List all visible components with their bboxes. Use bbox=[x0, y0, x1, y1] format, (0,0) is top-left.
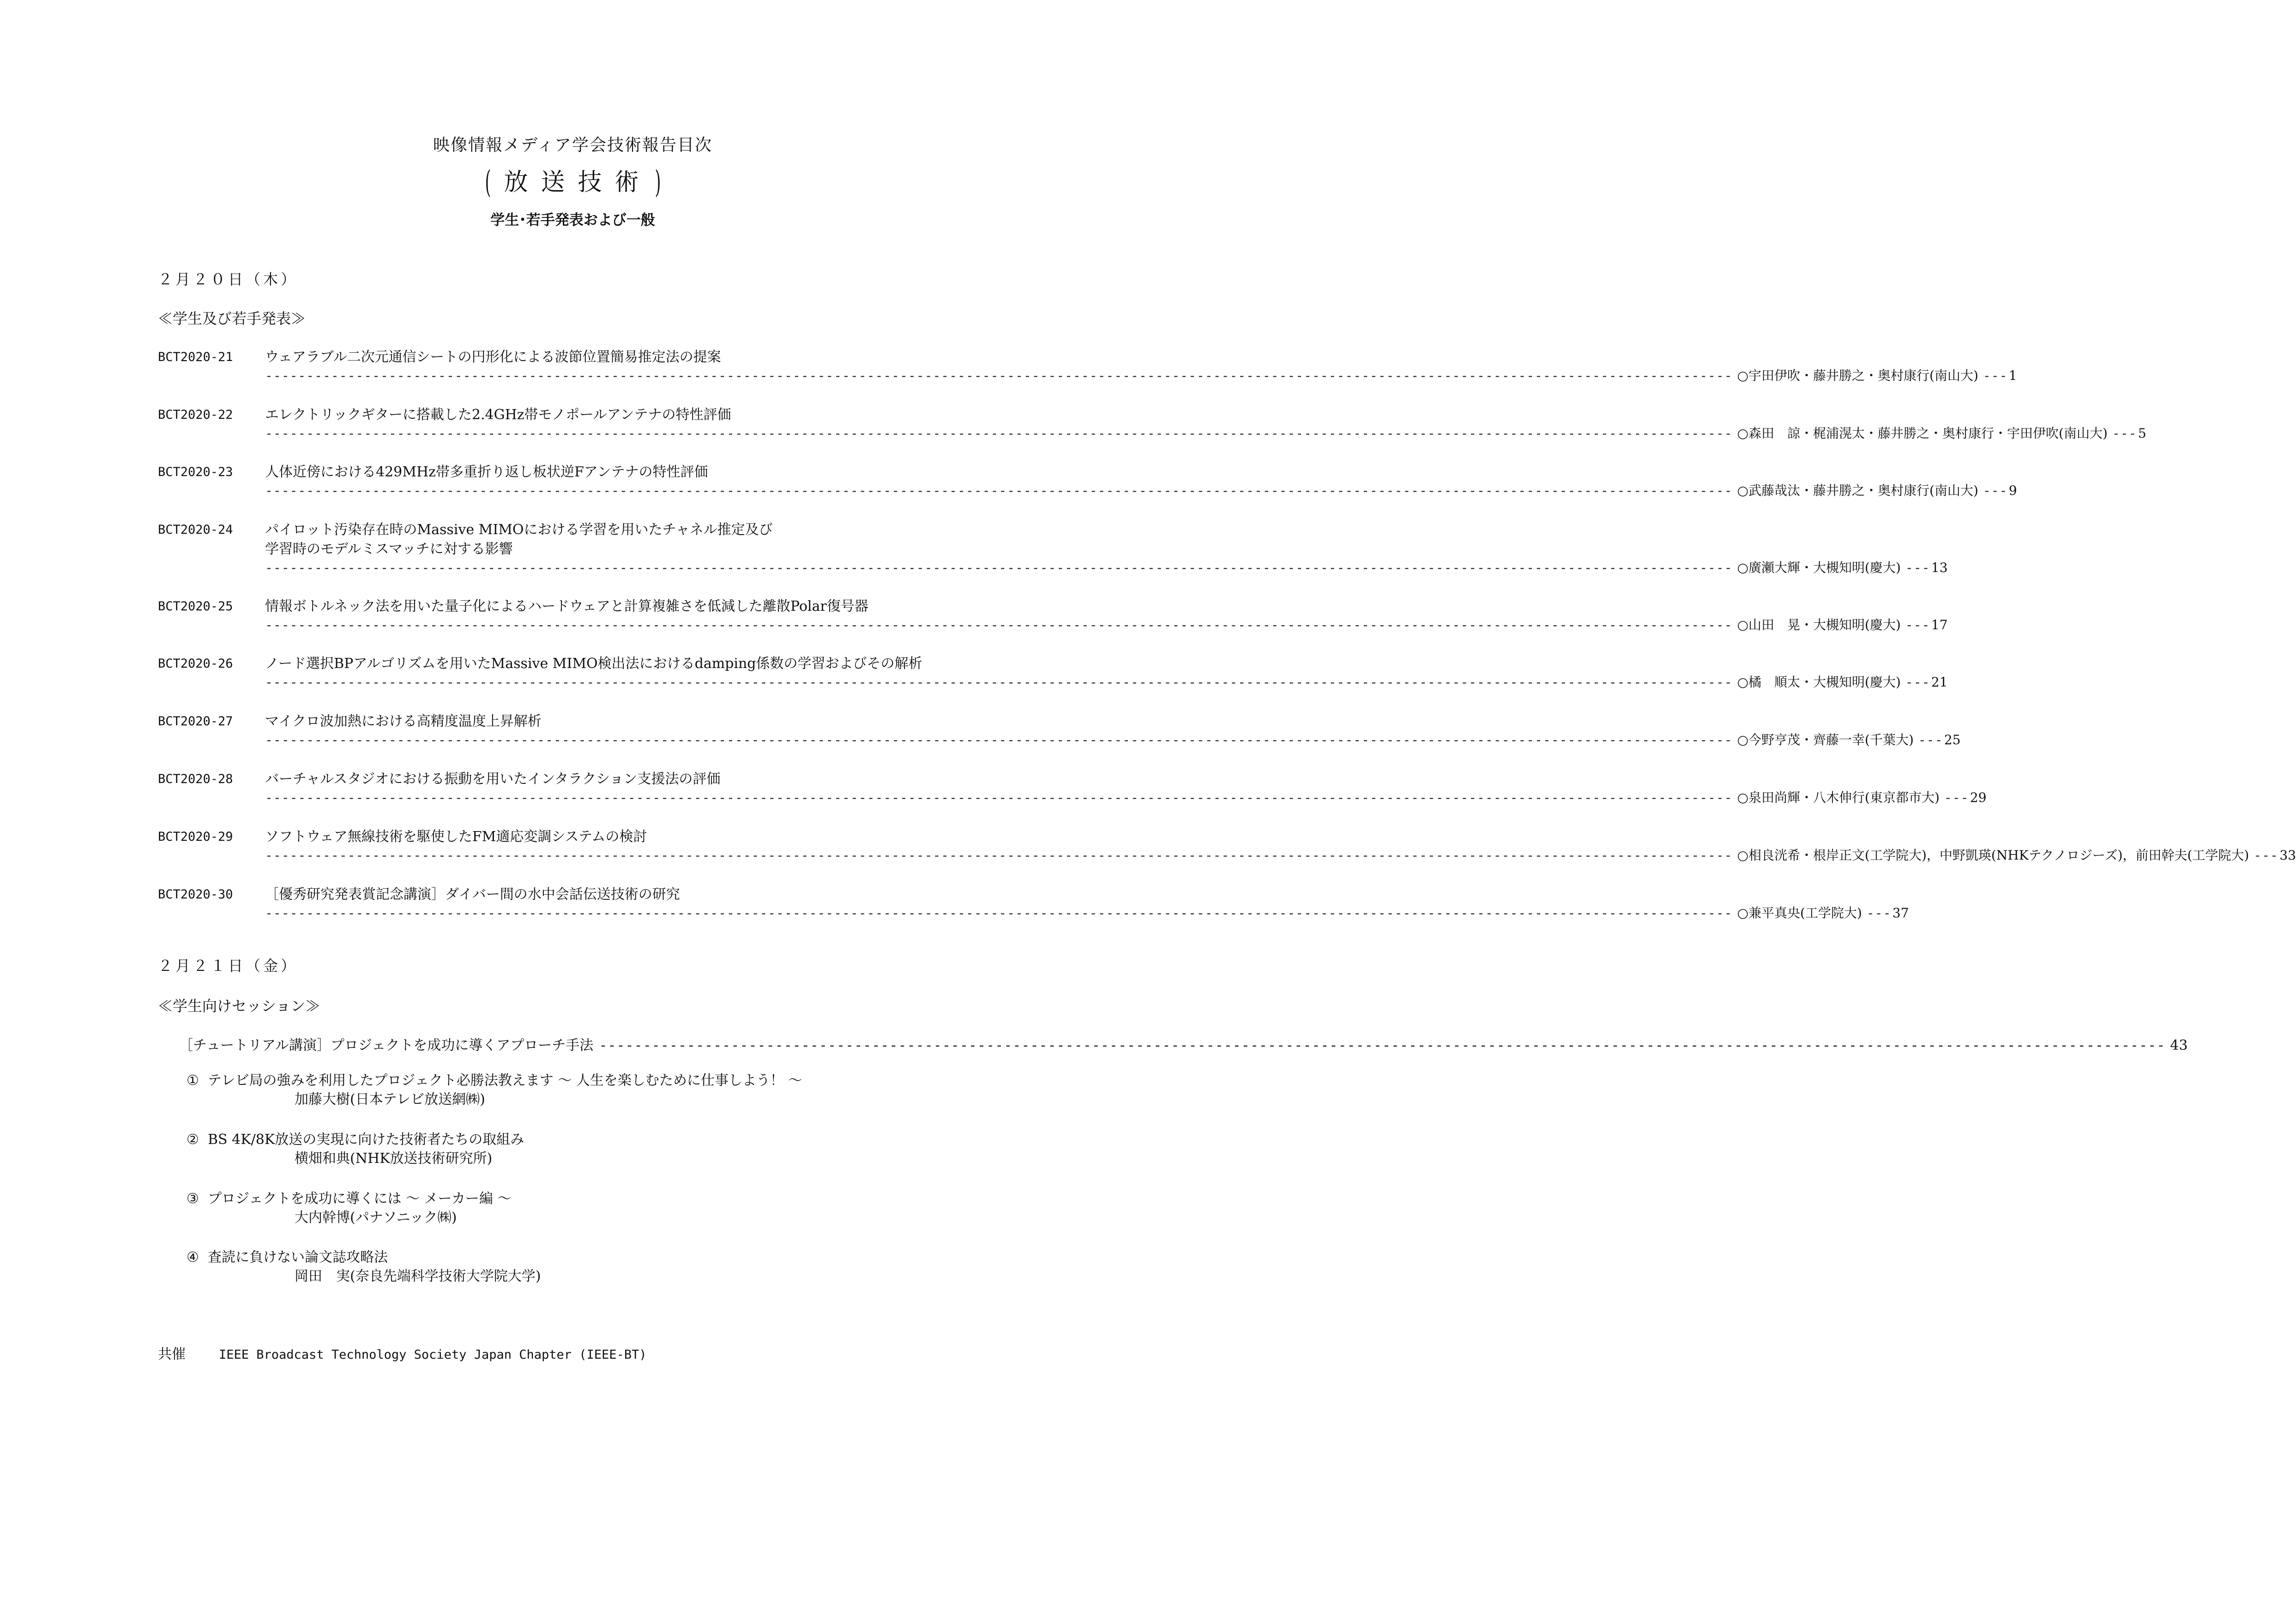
paper-author-line bbox=[265, 905, 1909, 921]
paper-code: BCT2020-23 bbox=[158, 465, 233, 479]
dot-leader: --- bbox=[1944, 790, 1969, 805]
talk-item bbox=[187, 1131, 524, 1149]
page-number: 37 bbox=[1892, 905, 1909, 921]
paper-code: BCT2020-30 bbox=[158, 887, 233, 902]
page-number: 17 bbox=[1931, 617, 1948, 632]
talk-speaker: 加藤大樹(日本テレビ放送網㈱) bbox=[295, 1091, 485, 1108]
paper-code: BCT2020-26 bbox=[158, 656, 233, 671]
paper-code: BCT2020-22 bbox=[158, 408, 233, 422]
right-bracket: ) bbox=[654, 164, 661, 200]
page-number: 21 bbox=[1931, 674, 1948, 690]
dot-leader: --- bbox=[1905, 617, 1930, 632]
date-day1: ２月２０日（木） bbox=[158, 271, 299, 288]
talk-title: BS 4K/8K放送の実現に向けた技術者たちの取組み bbox=[208, 1132, 524, 1148]
dot-leader: ---------------------------------------------------------------------------------------------------------------------------------------------------------------------------------- bbox=[265, 368, 1733, 383]
paper-author-line bbox=[265, 732, 1961, 748]
dot-leader: --- bbox=[1905, 674, 1930, 690]
paper-authors: ○山田 晃・大槻知明(慶大) bbox=[1737, 617, 1901, 632]
dot-leader: ---------------------------------------------------------------------------------------------------------------------------------------------------------------------------------- bbox=[265, 560, 1733, 575]
paper-authors: ○今野亨茂・齊藤一幸(千葉大) bbox=[1737, 732, 1914, 747]
dot-leader: ---------------------------------------------------------------------------------------------------------------------------------------------------------------------------------- bbox=[265, 905, 1733, 921]
paper-authors: ○武藤哉汰・藤井勝之・奥村康行(南山大) bbox=[1737, 483, 1978, 498]
talk-title: テレビ局の強みを利用したプロジェクト必勝法教えます ～ 人生を楽しむために仕事しよう！ ～ bbox=[208, 1072, 802, 1089]
paper-authors: ○兼平真央(工学院大) bbox=[1737, 905, 1862, 921]
talk-item bbox=[187, 1249, 388, 1266]
date-day2: ２月２１日（金） bbox=[158, 957, 299, 975]
page-number: 9 bbox=[2008, 483, 2017, 498]
dot-leader: --- bbox=[2112, 426, 2137, 441]
page-number: 13 bbox=[1931, 560, 1948, 575]
paper-authors: ○橘 順太・大槻知明(慶大) bbox=[1737, 674, 1901, 690]
paper-author-line bbox=[265, 560, 1948, 576]
dot-leader: ---------------------------------------------------------------------------------------------------------------------------------------------------------------------------------- bbox=[265, 848, 1733, 863]
paper-author-line bbox=[265, 425, 2146, 441]
section-heading-student-young: ≪学生及び若手発表≫ bbox=[158, 310, 306, 327]
cosponsor-line bbox=[158, 1346, 647, 1363]
dot-leader: ---------------------------------------------------------------------------------------------------------------------------------------------------------------------------------- bbox=[265, 483, 1733, 498]
dot-leader: ---------------------------------------------------------------------------------------------------------------------------------------------------------------------------------- bbox=[265, 790, 1733, 805]
dot-leader: --- bbox=[1905, 560, 1930, 575]
cosponsor-org: IEEE Broadcast Technology Society Japan Chapter (IEEE-BT) bbox=[219, 1348, 647, 1362]
paper-title: ［優秀研究発表賞記念講演］ダイバー間の水中会話伝送技術の研究 bbox=[265, 886, 680, 903]
talk-number: ④ bbox=[187, 1249, 199, 1265]
dot-leader: ---------------------------------------------------------------------------------------------------------------------------------------------------------------------------------- bbox=[265, 732, 1733, 747]
tutorial-title: ［チュートリアル講演］プロジェクトを成功に導くアプローチ手法 bbox=[179, 1037, 594, 1054]
paper-code: BCT2020-24 bbox=[158, 523, 233, 537]
paper-authors: ○宇田伊吹・藤井勝之・奥村康行(南山大) bbox=[1737, 368, 1978, 383]
dot-leader: ---------------------------------------------------------------------------------------------------------------------------------------------------------------------------------- bbox=[265, 426, 1733, 441]
talk-item bbox=[187, 1072, 802, 1090]
section-heading-student-session: ≪学生向けセッション≫ bbox=[158, 997, 320, 1015]
paper-title: 情報ボトルネック法を用いた量子化によるハードウェアと計算複雑さを低減した離散Polar復号器 bbox=[265, 598, 868, 614]
talk-number: ③ bbox=[187, 1191, 199, 1207]
paper-authors: ○森田 諒・梶浦滉太・藤井勝之・奥村康行・宇田伊吹(南山大) bbox=[1737, 426, 2108, 441]
page-number: 29 bbox=[1970, 790, 1987, 805]
dot-leader: --- bbox=[1918, 732, 1943, 747]
dot-leader: ---------------------------------------------------------------------------------------------------------------------------------------------------------------------------------- bbox=[599, 1037, 2166, 1054]
page-number: 25 bbox=[1944, 732, 1961, 747]
page-number: 43 bbox=[2170, 1037, 2188, 1054]
paper-title-line2: 学習時のモデルミスマッチに対する影響 bbox=[265, 541, 513, 557]
paper-title: 人体近傍における429MHz帯多重折り返し板状逆Fアンテナの特性評価 bbox=[265, 464, 708, 480]
paper-title: エレクトリックギターに搭載した2.4GHz帯モノポールアンテナの特性評価 bbox=[265, 407, 731, 423]
paper-author-line bbox=[265, 674, 1948, 690]
talk-number: ② bbox=[187, 1132, 199, 1148]
paper-author-line bbox=[265, 367, 2017, 384]
talk-title: 査読に負けない論文誌攻略法 bbox=[208, 1249, 388, 1265]
paper-code: BCT2020-28 bbox=[158, 772, 233, 786]
paper-title: ソフトウェア無線技術を駆使したFM適応変調システムの検討 bbox=[265, 829, 647, 845]
paper-authors: ○泉田尚輝・八木伸行(東京都市大) bbox=[1737, 790, 1940, 805]
category-header bbox=[0, 164, 1145, 200]
left-bracket: ( bbox=[485, 164, 491, 200]
paper-title: ウェアラブル二次元通信シートの円形化による波節位置簡易推定法の提案 bbox=[265, 349, 721, 365]
dot-leader: --- bbox=[1983, 368, 2008, 383]
paper-title: パイロット汚染存在時のMassive MIMOにおける学習を用いたチャネル推定及び bbox=[265, 522, 773, 538]
dot-leader: --- bbox=[1983, 483, 2008, 498]
paper-code: BCT2020-25 bbox=[158, 599, 233, 614]
paper-code: BCT2020-29 bbox=[158, 830, 233, 844]
page-number: 33 bbox=[2279, 848, 2296, 863]
dot-leader: --- bbox=[2254, 848, 2278, 863]
talk-speaker: 横畑和典(NHK放送技術研究所) bbox=[295, 1150, 493, 1167]
cosponsor-label: 共催 bbox=[158, 1346, 186, 1362]
category-title: 放送技術 bbox=[504, 168, 652, 196]
paper-title: マイクロ波加熱における高精度温度上昇解析 bbox=[265, 713, 542, 729]
paper-authors: ○相良洸希・根岸正文(工学院大)，中野凱瑛(NHKテクノロジーズ)，前田幹夫(工学院大) bbox=[1737, 848, 2249, 863]
paper-author-line bbox=[265, 482, 2017, 499]
talk-title: プロジェクトを成功に導くには ～ メーカー編 ～ bbox=[208, 1191, 512, 1207]
journal-title: 映像情報メディア学会技術報告目次 bbox=[433, 136, 713, 155]
subtitle: 学生･若手発表および一般 bbox=[490, 212, 655, 229]
dot-leader: ---------------------------------------------------------------------------------------------------------------------------------------------------------------------------------- bbox=[265, 617, 1733, 632]
dot-leader: ---------------------------------------------------------------------------------------------------------------------------------------------------------------------------------- bbox=[265, 674, 1733, 690]
paper-author-line bbox=[265, 789, 1987, 806]
talk-speaker: 大内幹博(パナソニック㈱) bbox=[295, 1210, 457, 1226]
talk-speaker: 岡田 実(奈良先端科学技術大学院大学) bbox=[295, 1268, 541, 1284]
paper-code: BCT2020-21 bbox=[158, 350, 233, 364]
paper-author-line bbox=[265, 617, 1948, 633]
paper-title: バーチャルスタジオにおける振動を用いたインタラクション支援法の評価 bbox=[265, 771, 721, 787]
page-number: 1 bbox=[2008, 368, 2017, 383]
talk-item bbox=[187, 1190, 511, 1208]
talk-number: ① bbox=[187, 1072, 199, 1089]
paper-title: ノード選択BPアルゴリズムを用いたMassive MIMO検出法におけるdamping係数の学習およびその解析 bbox=[265, 656, 922, 672]
paper-code: BCT2020-27 bbox=[158, 714, 233, 729]
paper-author-line bbox=[265, 847, 2296, 863]
dot-leader: --- bbox=[1866, 905, 1892, 921]
page-number: 5 bbox=[2138, 426, 2146, 441]
tutorial-line bbox=[179, 1037, 2188, 1054]
paper-authors: ○廣瀬大輝・大槻知明(慶大) bbox=[1737, 560, 1901, 575]
